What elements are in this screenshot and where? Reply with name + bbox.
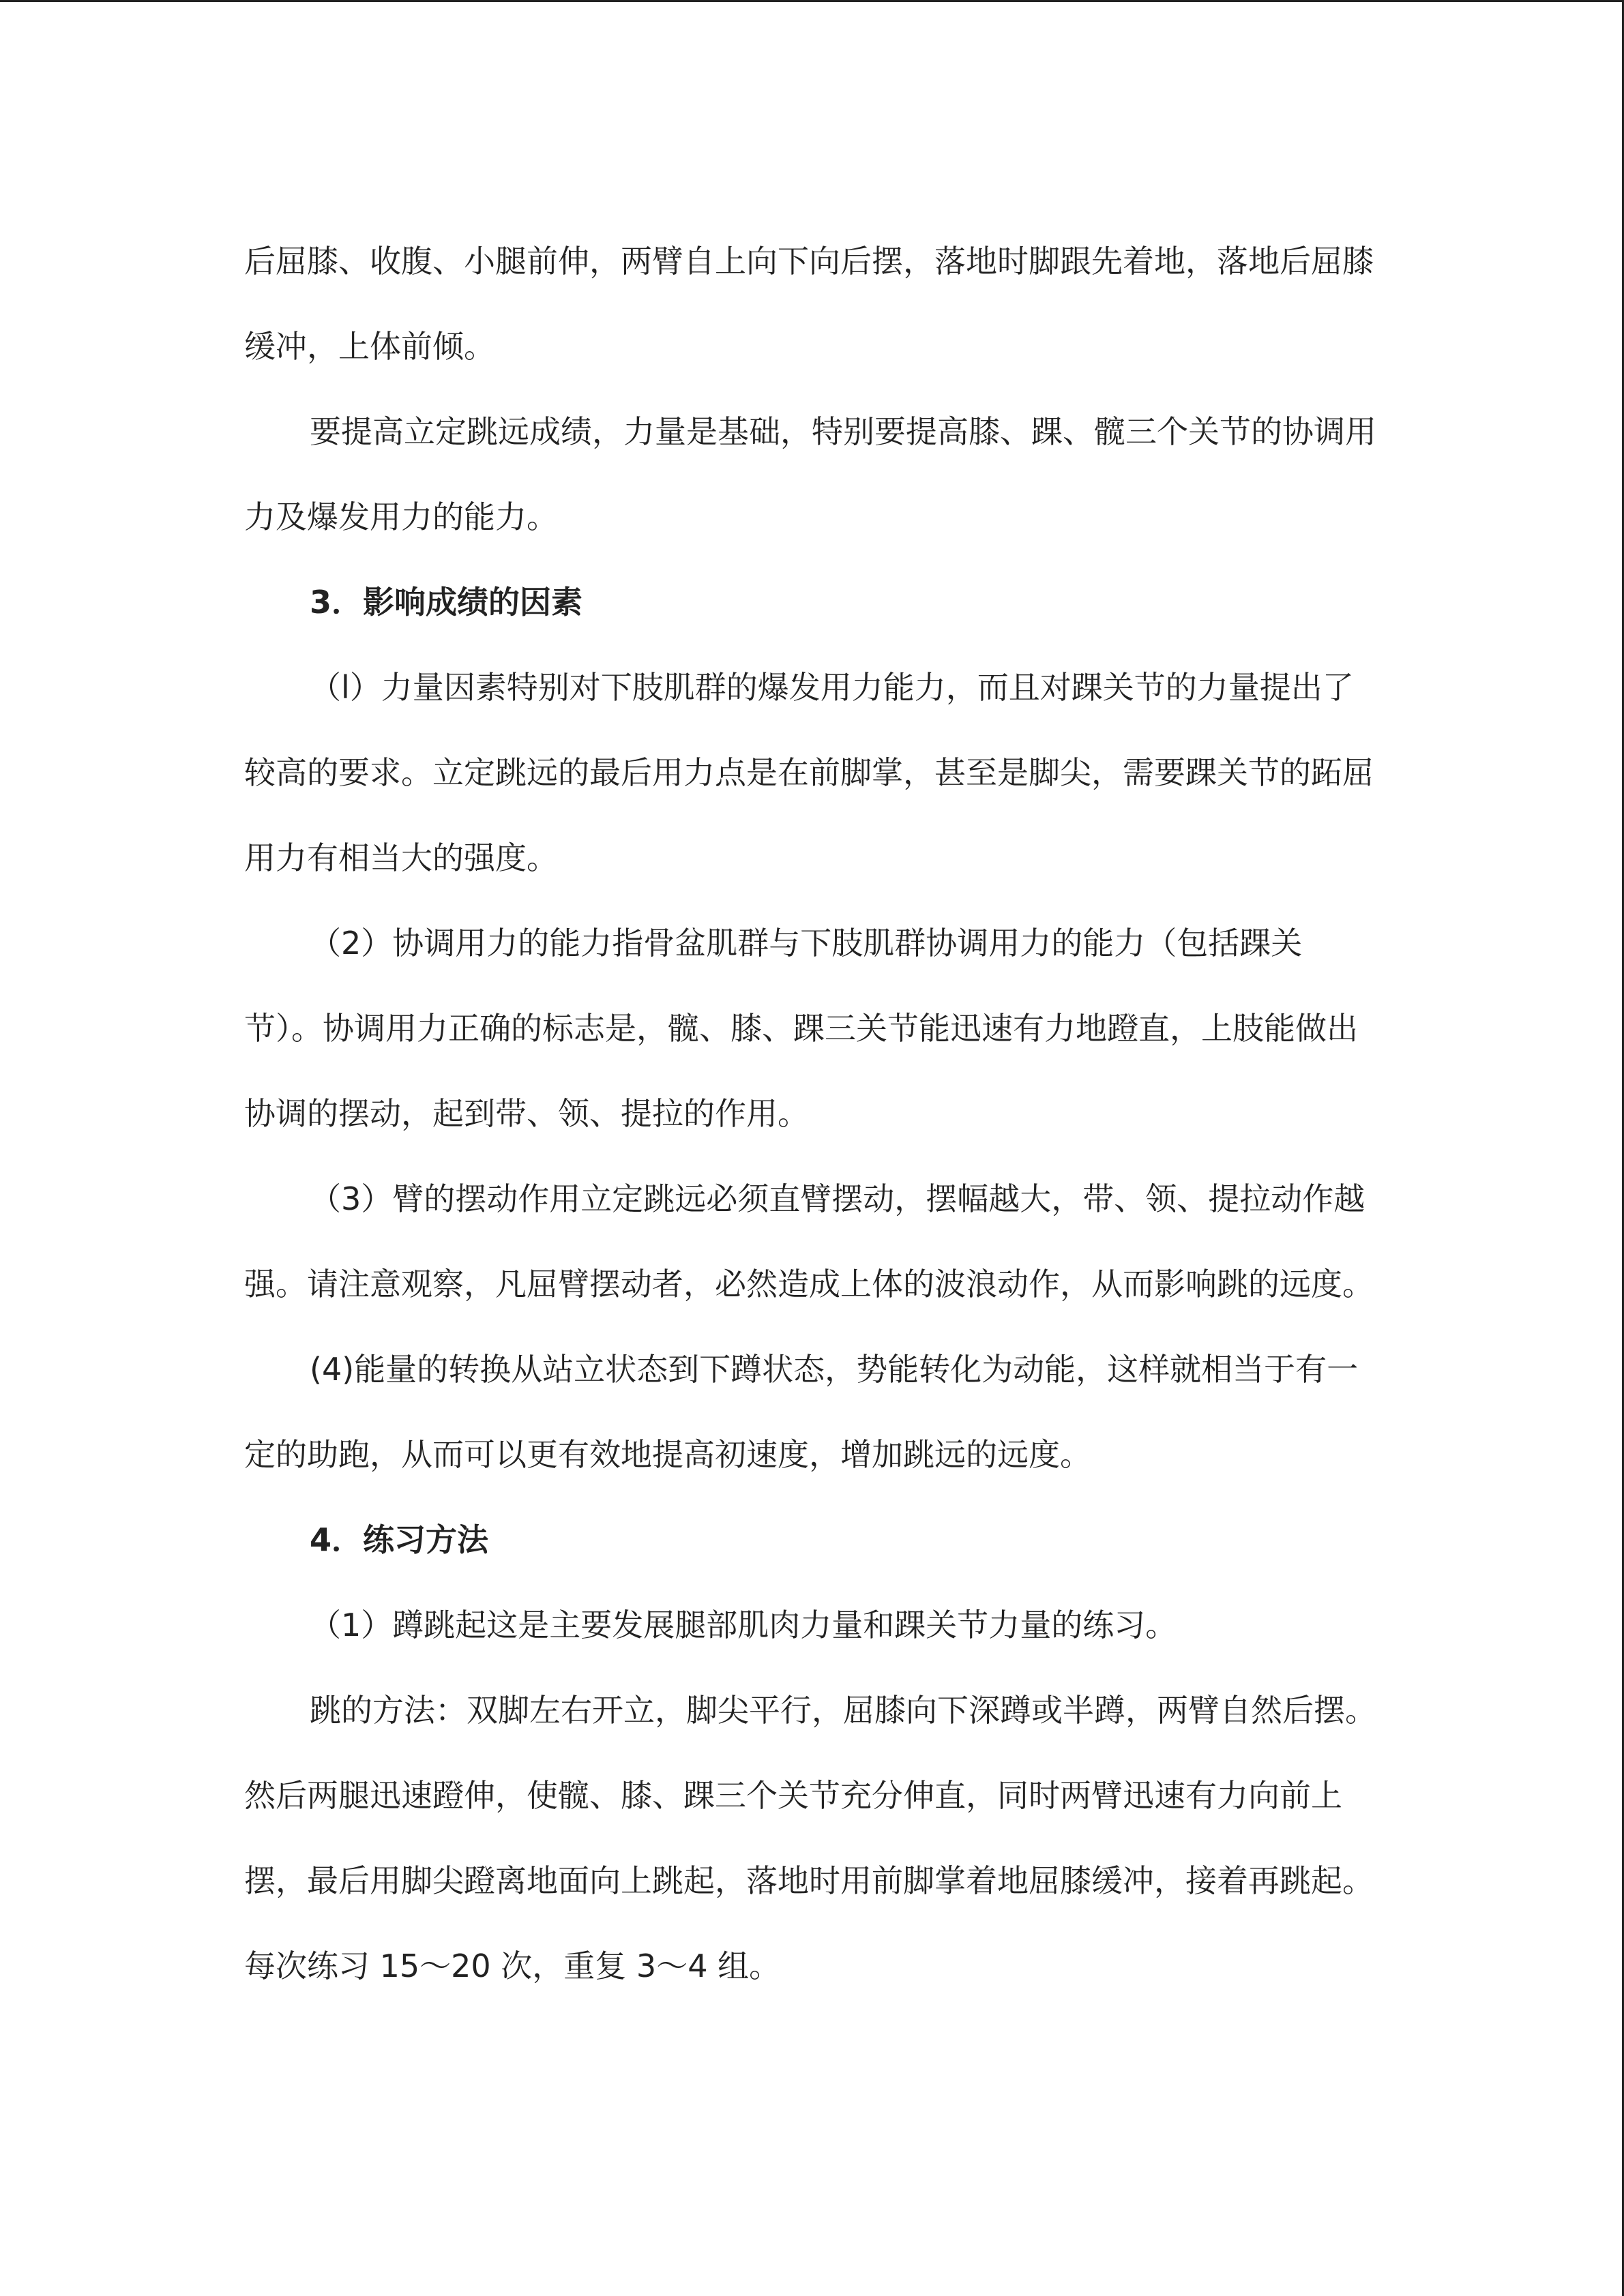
paragraph-factor-energy: (4)能量的转换从站立状态到下蹲状态，势能转化为动能，这样就相当于有一定的助跑，从而可以更有效地提高初速度，增加跳远的远度。 bbox=[244, 1351, 1359, 1473]
section-heading-practice: 4．练习方法 bbox=[310, 1521, 489, 1558]
paragraph-factor-strength: （l）力量因素特别对下肢肌群的爆发用力能力，而且对踝关节的力量提出了较高的要求。立定跳远的最后用力点是在前脚掌，甚至是脚尖，需要踝关节的跖屈用力有相当大的强度。 bbox=[244, 669, 1374, 876]
paragraph-landing-technique: 后屈膝、收腹、小腿前伸，两臂自上向下向后摆，落地时脚跟先着地，落地后屈膝缓冲，上体前倾。 bbox=[244, 243, 1374, 365]
paragraph-factor-arm-swing: （3）臂的摆动作用立定跳远必须直臂摆动，摆幅越大，带、领、提拉动作越强。请注意观察，凡屈臂摆动者，必然造成上体的波浪动作，从而影响跳的远度。 bbox=[244, 1180, 1374, 1302]
document-body bbox=[244, 219, 1376, 2009]
paragraph-factor-coordination: （2）协调用力的能力指骨盆肌群与下肢肌群协调用力的能力（包括踝关节）。协调用力正确的标志是，髋、膝、踝三关节能迅速有力地蹬直，上肢能做出协调的摆动，起到带、领、提拉的作用。 bbox=[244, 925, 1358, 1132]
paragraph-jump-method: 跳的方法：双脚左右开立，脚尖平行，屈膝向下深蹲或半蹲，两臂自然后摆。然后两腿迅速蹬伸，使髋、膝、踝三个关节充分伸直，同时两臂迅速有力向前上摆，最后用脚尖蹬离地面向上跳起，落地时用前脚掌着地屈膝缓冲，接着再跳起。每次练习 15～20 次，重复 3～4 组。 bbox=[244, 1692, 1376, 1984]
paragraph-practice-squat-jump: （1）蹲跳起这是主要发展腿部肌肉力量和踝关节力量的练习。 bbox=[310, 1607, 1177, 1643]
section-heading-factors: 3．影响成绩的因素 bbox=[310, 584, 583, 621]
paragraph-strength-basis: 要提高立定跳远成绩，力量是基础，特别要提高膝、踝、髋三个关节的协调用力及爆发用力的能力。 bbox=[244, 413, 1376, 535]
